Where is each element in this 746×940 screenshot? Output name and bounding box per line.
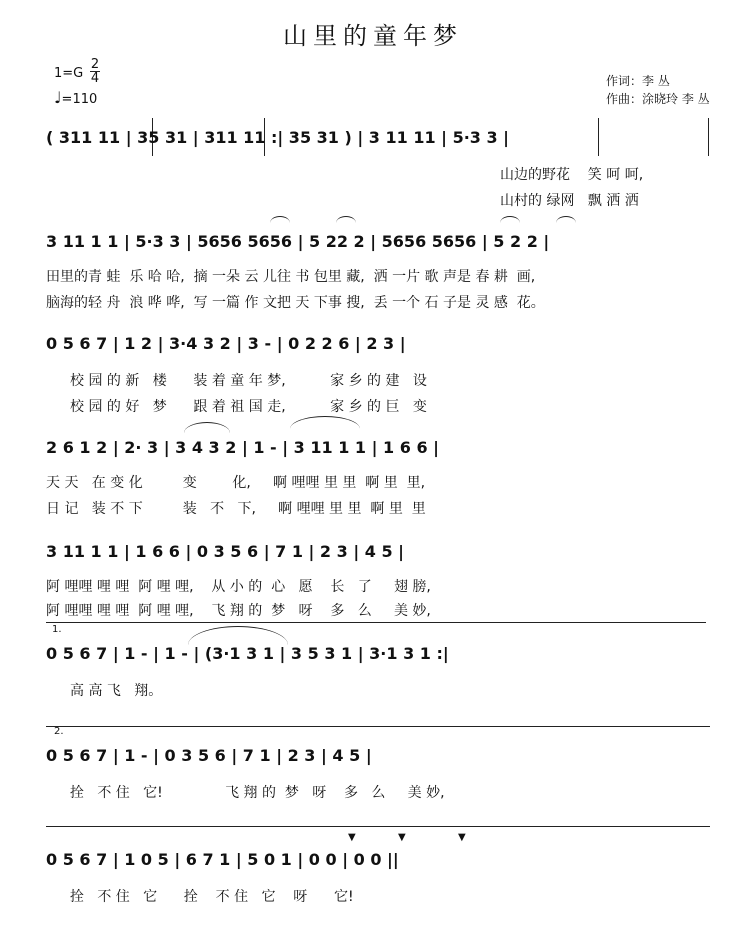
lyric-verse-1: 山边的野花 笑 呵 呵, (500, 167, 644, 183)
time-signature (90, 58, 100, 85)
lyric-verse-2: 阿 哩哩 哩 哩 阿 哩 哩, 飞 翔 的 梦 呀 多 么 美 妙, (46, 603, 431, 619)
system-5 (0, 536, 746, 626)
lyric-verse-2: 日 记 装 不 下 装 不 下, 啊 哩哩 里 里 啊 里 里 (46, 501, 426, 517)
lyric-verse-2: 脑海的轻 舟 浪 哗 哗, 写 一篇 作 文把 天 下事 搜, 丢 一个 石 子是 灵 感 花。 (46, 295, 545, 311)
notation-line: 0 5 6 7 | 1 - | 0 3 5 6 | 7 1 | 2 3 | 4 5 | (46, 746, 372, 765)
notation-line: ( 311 11 | 35 31 | 311 11 :| 35 31 ) | 3 11 11 | 5·3 3 | (46, 128, 510, 147)
accent-mark: ▼ (398, 832, 406, 843)
system-1 (0, 118, 746, 218)
notation-line: 2 6 1 2 | 2· 3 | 3 4 3 2 | 1 - | 3 11 1 1 | 1 6 6 | (46, 438, 439, 457)
tempo-marking (54, 88, 97, 107)
system-6 (0, 618, 746, 708)
lyric-verse-1: 天 天 在 变 化 变 化, 啊 哩哩 里 里 啊 里 里, (46, 475, 426, 491)
system-2 (0, 222, 746, 312)
lyric-verse-1: 阿 哩哩 哩 哩 阿 哩 哩, 从 小 的 心 愿 长 了 翅 膀, (46, 579, 431, 595)
key-label: 1=G (54, 66, 84, 81)
system-rule (46, 826, 710, 827)
lyric-verse-2: 校 园 的 好 梦 跟 着 祖 国 走, 家 乡 的 巨 变 (70, 399, 427, 415)
notation-line: 0 5 6 7 | 1 0 5 | 6 7 1 | 5 0 1 | 0 0 | 0 0 || (46, 850, 399, 869)
notation-line: 3 11 1 1 | 5·3 3 | 5656 5656 | 5 22 2 | 5656 5656 | 5 2 2 | (46, 232, 550, 251)
accent-mark: ▼ (458, 832, 466, 843)
volta-number: 2. (54, 726, 64, 737)
system-3 (0, 328, 746, 418)
system-7 (0, 722, 746, 812)
notation-line: 3 11 1 1 | 1 6 6 | 0 3 5 6 | 7 1 | 2 3 | 4 5 | (46, 542, 404, 561)
tempo-value: =110 (61, 92, 98, 107)
time-denominator: 4 (90, 71, 100, 86)
system-4 (0, 430, 746, 520)
lyric-verse-1: 田里的青 蛙 乐 哈 哈, 摘 一朵 云 儿往 书 包里 藏, 洒 一片 歌 声是 春 耕 画, (46, 269, 536, 285)
system-8 (0, 826, 746, 916)
lyric-verse-2: 山村的 绿网 飘 洒 洒 (500, 193, 639, 209)
accent-mark: ▼ (348, 832, 356, 843)
lyric-verse-1: 高 高 飞 翔。 (70, 683, 163, 699)
song-title: 山里的童年梦 (283, 22, 463, 50)
key-signature (54, 66, 83, 81)
composer-credit: 作曲：涂晓玲 李 丛 (606, 92, 710, 106)
volta-bracket (46, 622, 706, 623)
lyric-verse-1: 拴 不 住 它 拴 不 住 它 呀 它! (70, 889, 354, 905)
notation-line: 0 5 6 7 | 1 - | 1 - | (3·1 3 1 | 3 5 3 1 | 3·1 3 1 :| (46, 644, 449, 663)
volta-bracket (46, 726, 710, 727)
lyric-verse-1: 校 园 的 新 楼 装 着 童 年 梦, 家 乡 的 建 设 (70, 373, 427, 389)
time-numerator: 2 (90, 57, 100, 72)
volta-number: 1. (52, 624, 62, 635)
lyricist-credit: 作词：李 丛 (606, 74, 670, 88)
lyric-verse-1: 拴 不 住 它! 飞 翔 的 梦 呀 多 么 美 妙, (70, 785, 445, 801)
notation-line: 0 5 6 7 | 1 2 | 3·4 3 2 | 3 - | 0 2 2 6 | 2 3 | (46, 334, 406, 353)
quarter-note-icon: ♩ (54, 88, 62, 107)
